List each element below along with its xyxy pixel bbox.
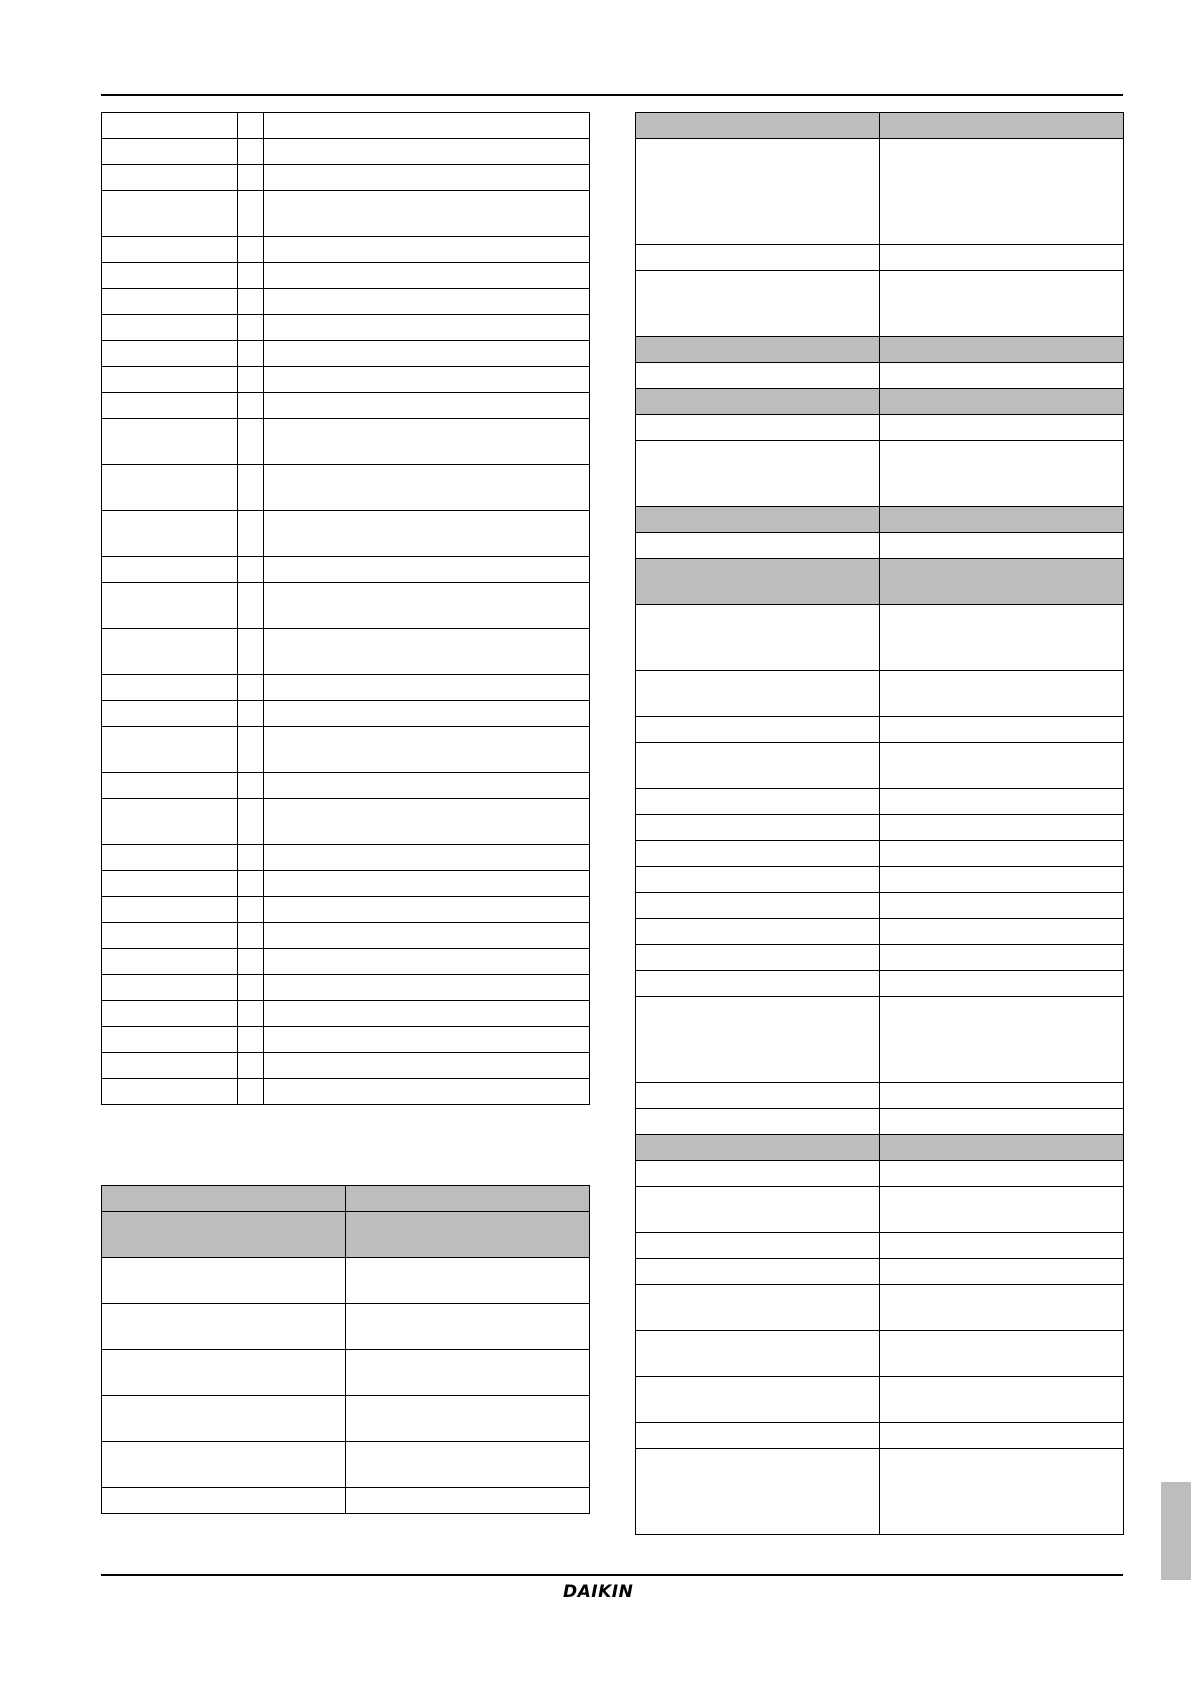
table-cell	[238, 165, 264, 191]
table-cell	[264, 949, 590, 975]
table-cell	[264, 629, 590, 675]
table-row	[636, 389, 1124, 415]
table-cell	[636, 717, 880, 743]
table-cell	[102, 773, 238, 799]
table-cell	[238, 1001, 264, 1027]
table-row	[102, 1186, 590, 1212]
table-row	[102, 1350, 590, 1396]
table-row	[102, 583, 590, 629]
table-cell	[102, 675, 238, 701]
table-row	[102, 419, 590, 465]
table-cell	[264, 583, 590, 629]
table-cell	[264, 165, 590, 191]
table-cell	[264, 773, 590, 799]
table-row	[102, 727, 590, 773]
table-cell	[264, 315, 590, 341]
table-row	[636, 271, 1124, 337]
table-cell	[880, 441, 1124, 507]
table-cell	[102, 949, 238, 975]
table-cell	[264, 923, 590, 949]
table-row	[102, 393, 590, 419]
table-row	[102, 949, 590, 975]
table-cell	[636, 605, 880, 671]
table-cell	[102, 419, 238, 465]
table-cell	[636, 1331, 880, 1377]
table-cell	[880, 1285, 1124, 1331]
table-cell	[102, 289, 238, 315]
table-row	[102, 1001, 590, 1027]
table-cell	[238, 897, 264, 923]
table-cell	[880, 1377, 1124, 1423]
table-cell	[880, 271, 1124, 337]
table-cell	[238, 845, 264, 871]
table-cell	[880, 743, 1124, 789]
chapter-tab-marker	[1161, 1482, 1191, 1580]
table-row	[102, 773, 590, 799]
spec-table-left-top-body	[102, 113, 590, 1105]
table-cell	[636, 841, 880, 867]
table-cell	[238, 113, 264, 139]
table-cell	[636, 1233, 880, 1259]
table-cell	[238, 393, 264, 419]
table-cell	[102, 727, 238, 773]
table-cell	[238, 289, 264, 315]
table-cell	[264, 845, 590, 871]
table-cell	[636, 893, 880, 919]
table-row	[636, 507, 1124, 533]
table-row	[636, 945, 1124, 971]
table-cell	[880, 415, 1124, 441]
table-row	[102, 675, 590, 701]
table-cell	[238, 263, 264, 289]
table-cell	[880, 245, 1124, 271]
table-cell	[636, 415, 880, 441]
table-cell	[264, 393, 590, 419]
table-cell	[102, 1212, 346, 1258]
table-cell	[238, 419, 264, 465]
table-cell	[102, 1258, 346, 1304]
table-cell	[636, 337, 880, 363]
table-row	[102, 367, 590, 393]
table-cell	[102, 139, 238, 165]
table-cell	[102, 191, 238, 237]
table-row	[636, 717, 1124, 743]
table-cell	[264, 1001, 590, 1027]
table-cell	[880, 841, 1124, 867]
table-row	[102, 923, 590, 949]
table-row	[636, 743, 1124, 789]
table-cell	[102, 1350, 346, 1396]
table-cell	[102, 1001, 238, 1027]
table-row	[102, 975, 590, 1001]
table-cell	[880, 1187, 1124, 1233]
table-cell	[102, 1304, 346, 1350]
table-cell	[264, 139, 590, 165]
table-row	[102, 289, 590, 315]
table-cell	[102, 367, 238, 393]
table-cell	[264, 675, 590, 701]
table-cell	[636, 1449, 880, 1535]
table-cell	[264, 1079, 590, 1105]
table-cell	[102, 1079, 238, 1105]
table-row	[636, 337, 1124, 363]
table-cell	[102, 1186, 346, 1212]
table-cell	[636, 997, 880, 1083]
table-cell	[264, 341, 590, 367]
table-cell	[880, 389, 1124, 415]
table-cell	[880, 1083, 1124, 1109]
table-cell	[264, 419, 590, 465]
table-cell	[636, 919, 880, 945]
footer-rule	[101, 1574, 1123, 1576]
table-row	[102, 237, 590, 263]
table-cell	[880, 1331, 1124, 1377]
table-cell	[880, 971, 1124, 997]
table-cell	[102, 701, 238, 727]
table-cell	[264, 727, 590, 773]
table-cell	[102, 1488, 346, 1514]
table-cell	[102, 871, 238, 897]
table-cell	[880, 1233, 1124, 1259]
table-row	[636, 1233, 1124, 1259]
table-cell	[238, 341, 264, 367]
table-cell	[880, 1135, 1124, 1161]
table-cell	[264, 511, 590, 557]
table-cell	[880, 717, 1124, 743]
table-row	[636, 245, 1124, 271]
table-cell	[102, 583, 238, 629]
table-row	[636, 1187, 1124, 1233]
table-cell	[264, 557, 590, 583]
table-cell	[636, 743, 880, 789]
table-cell	[238, 871, 264, 897]
table-cell	[264, 897, 590, 923]
table-cell	[102, 1442, 346, 1488]
daikin-logo	[563, 1580, 663, 1604]
table-cell	[636, 1109, 880, 1135]
table-cell	[102, 1053, 238, 1079]
table-cell	[636, 1259, 880, 1285]
table-row	[636, 1423, 1124, 1449]
table-cell	[346, 1212, 590, 1258]
table-cell	[636, 1377, 880, 1423]
table-row	[636, 919, 1124, 945]
table-row	[636, 363, 1124, 389]
table-cell	[880, 605, 1124, 671]
daikin-logo-text: DAIKIN	[563, 1582, 634, 1602]
table-cell	[880, 559, 1124, 605]
table-row	[102, 165, 590, 191]
table-cell	[264, 701, 590, 727]
table-cell	[264, 237, 590, 263]
table-row	[102, 465, 590, 511]
table-cell	[636, 1423, 880, 1449]
table-cell	[238, 139, 264, 165]
table-cell	[346, 1396, 590, 1442]
table-cell	[880, 113, 1124, 139]
table-cell	[880, 1109, 1124, 1135]
table-cell	[880, 1423, 1124, 1449]
table-cell	[346, 1258, 590, 1304]
table-cell	[238, 1079, 264, 1105]
spec-table-left-bottom-body	[102, 1186, 590, 1514]
table-cell	[636, 867, 880, 893]
table-cell	[346, 1186, 590, 1212]
table-cell	[880, 867, 1124, 893]
table-cell	[238, 975, 264, 1001]
table-row	[102, 341, 590, 367]
table-cell	[880, 671, 1124, 717]
table-cell	[636, 271, 880, 337]
table-cell	[346, 1488, 590, 1514]
table-cell	[102, 511, 238, 557]
table-cell	[102, 557, 238, 583]
table-row	[636, 867, 1124, 893]
table-cell	[264, 799, 590, 845]
table-cell	[880, 1161, 1124, 1187]
table-cell	[238, 191, 264, 237]
spec-table-right	[635, 112, 1124, 1535]
table-cell	[636, 245, 880, 271]
table-cell	[636, 363, 880, 389]
table-cell	[102, 263, 238, 289]
table-cell	[264, 191, 590, 237]
table-cell	[346, 1442, 590, 1488]
table-cell	[238, 923, 264, 949]
table-row	[636, 533, 1124, 559]
table-cell	[238, 727, 264, 773]
table-row	[636, 415, 1124, 441]
table-cell	[880, 815, 1124, 841]
table-row	[636, 1083, 1124, 1109]
table-cell	[880, 363, 1124, 389]
table-cell	[264, 975, 590, 1001]
table-row	[102, 557, 590, 583]
table-row	[636, 559, 1124, 605]
table-row	[102, 315, 590, 341]
table-cell	[102, 341, 238, 367]
table-cell	[102, 923, 238, 949]
table-row	[636, 997, 1124, 1083]
table-cell	[880, 789, 1124, 815]
table-cell	[636, 945, 880, 971]
table-cell	[102, 1027, 238, 1053]
table-cell	[264, 465, 590, 511]
table-cell	[636, 139, 880, 245]
table-row	[102, 701, 590, 727]
table-cell	[264, 289, 590, 315]
table-cell	[636, 1285, 880, 1331]
table-cell	[238, 511, 264, 557]
table-cell	[238, 675, 264, 701]
table-cell	[238, 583, 264, 629]
table-cell	[238, 701, 264, 727]
table-cell	[102, 845, 238, 871]
table-cell	[102, 315, 238, 341]
table-row	[636, 441, 1124, 507]
table-row	[636, 1377, 1124, 1423]
table-cell	[636, 533, 880, 559]
table-row	[636, 1259, 1124, 1285]
table-cell	[636, 815, 880, 841]
table-row	[102, 263, 590, 289]
table-row	[102, 1442, 590, 1488]
table-cell	[238, 1053, 264, 1079]
table-row	[636, 1285, 1124, 1331]
table-row	[636, 1161, 1124, 1187]
table-cell	[636, 1135, 880, 1161]
table-cell	[238, 367, 264, 393]
table-row	[102, 629, 590, 675]
table-cell	[264, 113, 590, 139]
table-cell	[102, 165, 238, 191]
spec-table-left-bottom	[101, 1185, 590, 1514]
table-cell	[880, 997, 1124, 1083]
table-cell	[346, 1350, 590, 1396]
table-cell	[102, 629, 238, 675]
table-cell	[880, 919, 1124, 945]
header-rule	[101, 94, 1123, 96]
table-cell	[102, 393, 238, 419]
table-row	[636, 971, 1124, 997]
table-row	[102, 511, 590, 557]
table-row	[102, 1258, 590, 1304]
table-cell	[264, 871, 590, 897]
table-cell	[636, 971, 880, 997]
table-cell	[636, 507, 880, 533]
spec-table-left-top	[101, 112, 590, 1105]
table-cell	[102, 975, 238, 1001]
table-cell	[636, 441, 880, 507]
table-row	[636, 139, 1124, 245]
table-cell	[346, 1304, 590, 1350]
table-cell	[264, 263, 590, 289]
table-row	[636, 789, 1124, 815]
table-row	[636, 113, 1124, 139]
table-cell	[238, 237, 264, 263]
table-cell	[880, 139, 1124, 245]
table-cell	[102, 237, 238, 263]
table-cell	[264, 1053, 590, 1079]
table-row	[102, 1053, 590, 1079]
table-row	[102, 1079, 590, 1105]
table-row	[102, 1027, 590, 1053]
table-cell	[264, 1027, 590, 1053]
table-row	[102, 1304, 590, 1350]
table-row	[636, 1109, 1124, 1135]
table-cell	[102, 799, 238, 845]
table-row	[102, 799, 590, 845]
table-cell	[238, 799, 264, 845]
table-row	[102, 1396, 590, 1442]
table-cell	[636, 113, 880, 139]
table-row	[102, 139, 590, 165]
table-row	[636, 671, 1124, 717]
table-row	[102, 845, 590, 871]
table-cell	[880, 893, 1124, 919]
table-cell	[636, 389, 880, 415]
table-cell	[238, 629, 264, 675]
table-cell	[238, 773, 264, 799]
table-cell	[880, 337, 1124, 363]
table-cell	[102, 897, 238, 923]
table-cell	[238, 1027, 264, 1053]
table-cell	[636, 1161, 880, 1187]
table-cell	[880, 1259, 1124, 1285]
table-cell	[238, 949, 264, 975]
table-cell	[264, 367, 590, 393]
table-row	[636, 1135, 1124, 1161]
table-cell	[636, 559, 880, 605]
table-cell	[880, 1449, 1124, 1535]
table-cell	[880, 507, 1124, 533]
table-cell	[880, 945, 1124, 971]
table-row	[636, 841, 1124, 867]
table-row	[636, 1449, 1124, 1535]
table-row	[102, 191, 590, 237]
table-cell	[636, 1187, 880, 1233]
table-cell	[102, 113, 238, 139]
table-row	[102, 897, 590, 923]
table-cell	[102, 1396, 346, 1442]
table-cell	[880, 533, 1124, 559]
table-cell	[636, 789, 880, 815]
table-row	[636, 893, 1124, 919]
table-row	[102, 871, 590, 897]
spec-table-right-body	[636, 113, 1124, 1535]
table-row	[102, 113, 590, 139]
table-cell	[238, 557, 264, 583]
table-row	[102, 1488, 590, 1514]
table-row	[636, 1331, 1124, 1377]
table-cell	[238, 315, 264, 341]
table-cell	[636, 671, 880, 717]
table-cell	[238, 465, 264, 511]
table-row	[636, 815, 1124, 841]
table-cell	[102, 465, 238, 511]
table-cell	[636, 1083, 880, 1109]
table-row	[102, 1212, 590, 1258]
table-row	[636, 605, 1124, 671]
